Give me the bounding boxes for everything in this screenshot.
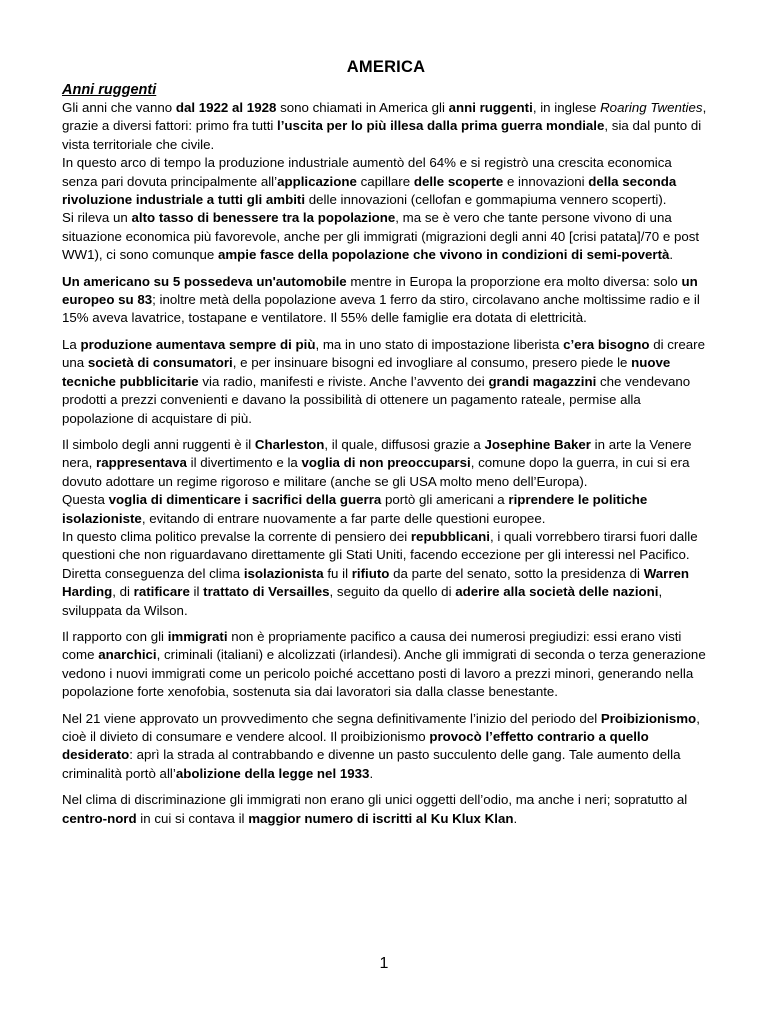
text-run: fu il [323, 565, 352, 581]
document-page [62, 58, 710, 836]
bold-text: repubblicani [410, 528, 490, 544]
text-run: da parte del senato, sotto la presidenza di [389, 565, 644, 581]
text-run: Il rapporto con gli [62, 628, 168, 644]
text-run: il [189, 584, 204, 600]
text-run: In questo clima politico prevalse la corrente di pensiero dei [62, 528, 411, 544]
text-run: Questa [62, 492, 109, 508]
paragraph-republicans [62, 528, 710, 620]
text-run: e innovazioni [503, 173, 589, 189]
text-run: , ma se è vero che tante persone vivono di una situazione economica più favorevole, anche per gli immigrati (migrazioni degli anni 40 [crisi patata]/70 e post WW1), ci sono comunque [62, 210, 700, 263]
text-run: , comune dopo la guerra, in cui si era dovuto adottare un regime rigoroso e militare (anche se gli USA molto meno dell’Europa). [62, 455, 690, 489]
page-number: 1 [379, 955, 389, 972]
text-run: portò gli americani a [381, 492, 509, 508]
bold-text: maggior numero di iscritti al Ku Klux Klan [248, 810, 514, 826]
text-run: via radio, manifesti e riviste. Anche l’avvento dei [198, 373, 489, 389]
text-run: Il simbolo degli anni ruggenti è il [62, 436, 255, 452]
paragraph-industrial-production [62, 154, 710, 209]
bold-text: Proibizionismo [600, 710, 697, 726]
bold-text: abolizione della legge nel 1933 [175, 765, 370, 781]
text-run: . [513, 810, 518, 826]
paragraph-immigrants [62, 628, 710, 702]
text-run: , in inglese [532, 100, 601, 115]
bold-text: delle scoperte [413, 173, 504, 189]
text-run: capillare [356, 173, 414, 189]
text-run: ; inoltre metà della popolazione aveva 1 ferro da stiro, circolavano anche moltissime radio e il 15% aveva lavatrice, tostapane e ventilatore. Il 55% delle famiglie era dotata di elettricità. [62, 292, 700, 326]
bold-text: produzione aumentava sempre di più [80, 336, 316, 352]
italic-text: Roaring Twenties [600, 100, 703, 115]
bold-text: anarchici [98, 647, 157, 663]
text-run: Si rileva un [62, 210, 132, 226]
bold-text: anni ruggenti [448, 100, 533, 115]
text-run: , ma in uno stato di impostazione liberista [315, 336, 564, 352]
paragraph-prohibition [62, 710, 710, 784]
text-run: mentre in Europa la proporzione era molto diversa: solo [346, 273, 682, 289]
bold-text: immigrati [167, 628, 228, 644]
bold-text: voglia di dimenticare i sacrifici della guerra [108, 492, 382, 508]
bold-text: un europeo su 83 [62, 273, 698, 308]
bold-text: centro-nord [62, 810, 137, 826]
text-run: : aprì la strada al contrabbando e divenne un pasto succulento delle gang. Tale aumento della criminalità portò all’ [62, 747, 681, 781]
bold-text: alto tasso di benessere tra la popolazione [131, 210, 396, 226]
text-run: Nel 21 viene approvato un provvedimento che segna definitivamente l’inizio del periodo del [62, 710, 601, 726]
paragraph-automobiles [62, 273, 710, 328]
text-run: La [62, 336, 81, 352]
bold-text: aderire alla società delle nazioni [455, 584, 659, 600]
bold-text: Charleston [254, 436, 325, 452]
bold-text: riprendere le politiche isolazioniste [62, 492, 648, 526]
bold-text: voglia di non preoccuparsi [301, 455, 471, 471]
text-run: , i quali vorrebbero tirarsi fuori dalle questioni che non riguardavano direttamente gli Stati Uniti, facendo eccezione per gli interessi nel Pacifico. Diretta conseguenza del clima [62, 528, 698, 581]
text-run: , grazie a diversi fattori: primo fra tutti [62, 100, 707, 134]
text-run: Gli anni che vanno [62, 100, 176, 115]
text-run: sono chiamati in America gli [276, 100, 449, 115]
bold-text: dal 1922 al 1928 [175, 100, 277, 115]
paragraph-isolationism [62, 491, 710, 528]
text-run: Nel clima di discriminazione gli immigrati non erano gli unici oggetti dell’odio, ma anche i neri; sopratutto al [62, 792, 688, 808]
text-run: , il quale, diffusosi grazie a [324, 436, 485, 452]
bold-text: grandi magazzini [488, 373, 597, 389]
paragraph-consumer-society [62, 336, 710, 428]
bold-text: isolazionista [243, 565, 324, 581]
text-run: in cui si contava il [136, 810, 249, 826]
text-run: il divertimento e la [186, 455, 302, 471]
bold-text: provocò l’effetto contrario a quello desiderato [62, 729, 649, 763]
text-run: In questo arco di tempo la produzione industriale aumentò del 64% e si registrò una crescita economica senza pari dovuta principalmente all’ [62, 155, 672, 189]
text-run: delle innovazioni (cellofan e gommapiuma vennero scoperti). [305, 192, 667, 208]
text-run: di creare una [62, 336, 705, 371]
document-title: AMERICA [346, 58, 426, 76]
text-run: , sia dal punto di vista territoriale che civile. [62, 118, 702, 152]
text-run: che vendevano prodotti a prezzi convenienti e davano la possibilità di ottenere un pagamento rateale, permise alla popolazione di acquistare di più. [62, 373, 691, 426]
bold-text: Josephine Baker [484, 436, 591, 452]
text-run: , e per insinuare bisogni ed invogliare al consumo, presero piede le [232, 355, 632, 371]
bold-text: Warren Harding [62, 565, 690, 600]
bold-text: trattato di Versailles [203, 584, 330, 600]
paragraph-charleston [62, 436, 710, 491]
text-run: . [669, 247, 674, 263]
bold-text: applicazione [277, 173, 357, 189]
text-run: in arte la Venere nera, [62, 436, 692, 471]
bold-text: l’uscita per lo più illesa dalla prima guerra mondiale [277, 118, 605, 134]
bold-text: Un americano su 5 possedeva un'automobile [62, 273, 347, 289]
bold-text: rifiuto [351, 565, 390, 581]
paragraph-wellbeing [62, 209, 710, 264]
bold-text: ampie fasce della popolazione che vivono in condizioni di semi-povertà [217, 247, 670, 263]
text-run: , di [112, 584, 134, 600]
text-run: , cioè il divieto di consumare e vendere alcool. Il proibizionismo [62, 710, 700, 744]
bold-text: ratificare [133, 584, 190, 600]
text-run: , sviluppata da Wilson. [62, 584, 663, 618]
section-heading: Anni ruggenti [62, 82, 157, 98]
bold-text: c’era bisogno [563, 336, 650, 352]
text-run: , evitando di entrare nuovamente a far parte delle questioni europee. [141, 510, 546, 526]
bold-text: società di consumatori [87, 355, 233, 371]
text-run: non è propriamente pacifico a causa dei numerosi pregiudizi: essi erano visti come [62, 628, 682, 663]
bold-text: della seconda rivoluzione industriale a tutti gli ambiti [62, 173, 677, 208]
text-run: , seguito da quello di [329, 584, 456, 600]
bold-text: rappresentava [96, 455, 187, 471]
text-run: . [369, 765, 374, 781]
text-run: , criminali (italiani) e alcolizzati (irlandesi). Anche gli immigrati di seconda o terza generazione vedono i nuovi immigrati come un pericolo poiché accettano posti di lavoro a prezzi minori, generando nella popolazione forte xenofobia, sostenuta sia dai lavoratori sia dalla classe benestante. [62, 647, 706, 700]
bold-text: nuove tecniche pubblicitarie [62, 355, 671, 389]
paragraph-ku-klux-klan [62, 791, 710, 828]
paragraph-intro [62, 99, 710, 154]
